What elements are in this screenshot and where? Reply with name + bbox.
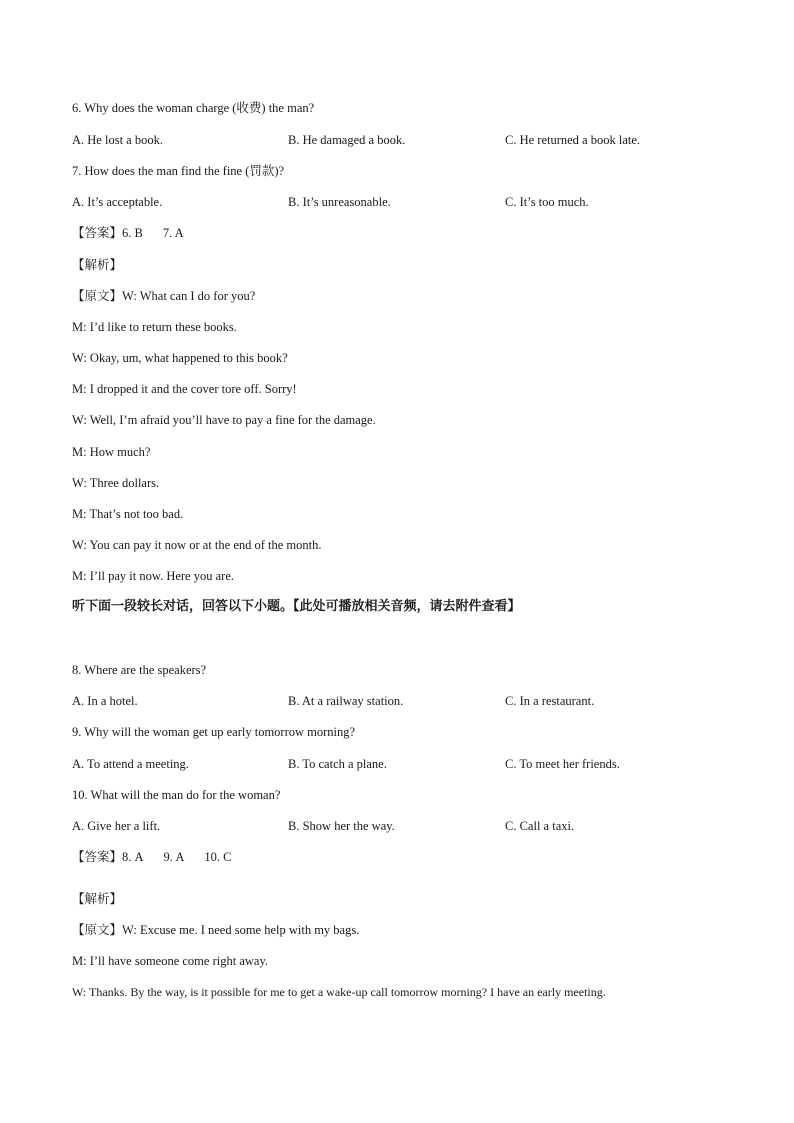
answer-label: 【答案】 [72, 849, 123, 864]
q6-option-b: B. He damaged a book. [288, 133, 406, 147]
transcript-line-1 [72, 288, 255, 304]
original-label: 【原文】 [72, 922, 123, 937]
answer-6: 6. B [122, 226, 143, 240]
transcript-line-5: W: Well, I’m afraid you’ll have to pay a fine for the damage. [72, 413, 376, 427]
answer-line-2 [72, 849, 231, 865]
q9-option-a: A. To attend a meeting. [72, 757, 189, 771]
transcript-line-2: M: I’d like to return these books. [72, 320, 237, 334]
q7-option-c: C. It’s too much. [505, 195, 589, 209]
transcript-line-10: M: I’ll pay it now. Here you are. [72, 569, 234, 583]
question-7: 7. How does the man find the fine (罚款)? [72, 164, 285, 178]
q8-option-a: A. In a hotel. [72, 694, 138, 708]
transcript-line-9: W: You can pay it now or at the end of the month. [72, 538, 322, 552]
transcript-text: W: Excuse me. I need some help with my bags. [122, 923, 360, 937]
q10-option-c: C. Call a taxi. [505, 819, 575, 833]
q8-option-b: B. At a railway station. [288, 694, 404, 708]
original-label: 【原文】 [72, 288, 123, 303]
answer-10: 10. C [204, 850, 232, 864]
question-10: 10. What will the man do for the woman? [72, 788, 281, 802]
transcript-text: W: What can I do for you? [122, 289, 256, 303]
q10-option-b: B. Show her the way. [288, 819, 395, 833]
q7-option-a: A. It’s acceptable. [72, 195, 163, 209]
q9-option-b: B. To catch a plane. [288, 757, 387, 771]
analysis-label-2: 【解析】 [72, 891, 123, 906]
q9-option-c: C. To meet her friends. [505, 757, 620, 771]
answer-line-1 [72, 225, 184, 241]
question-9: 9. Why will the woman get up early tomorrow morning? [72, 725, 356, 739]
transcript-line-7: W: Three dollars. [72, 476, 160, 490]
transcript-line-4: M: I dropped it and the cover tore off. Sorry! [72, 382, 297, 396]
q6-option-a: A. He lost a book. [72, 133, 163, 147]
question-8: 8. Where are the speakers? [72, 663, 207, 677]
answer-label: 【答案】 [72, 225, 123, 240]
q8-option-c: C. In a restaurant. [505, 694, 595, 708]
audio-notice: 听下面一段较长对话，回答以下小题。【此处可播放相关音频，请去附件查看】 [72, 599, 521, 614]
transcript2-line-3: W: Thanks. By the way, is it possible for me to get a wake-up call tomorrow morning? I have an early meeting. [72, 985, 606, 999]
question-6: 6. Why does the woman charge (收费) the man? [72, 101, 315, 115]
answer-8: 8. A [122, 850, 144, 864]
q7-option-b: B. It’s unreasonable. [288, 195, 391, 209]
transcript-line-8: M: That’s not too bad. [72, 507, 184, 521]
analysis-label-1: 【解析】 [72, 257, 123, 272]
transcript2-line-2: M: I’ll have someone come right away. [72, 954, 269, 968]
answer-9: 9. A [163, 850, 185, 864]
transcript-line-3: W: Okay, um, what happened to this book? [72, 351, 288, 365]
transcript-line-6: M: How much? [72, 445, 151, 459]
transcript2-line-1 [72, 922, 359, 938]
q10-option-a: A. Give her a lift. [72, 819, 161, 833]
q6-option-c: C. He returned a book late. [505, 133, 641, 147]
answer-7: 7. A [162, 226, 184, 240]
